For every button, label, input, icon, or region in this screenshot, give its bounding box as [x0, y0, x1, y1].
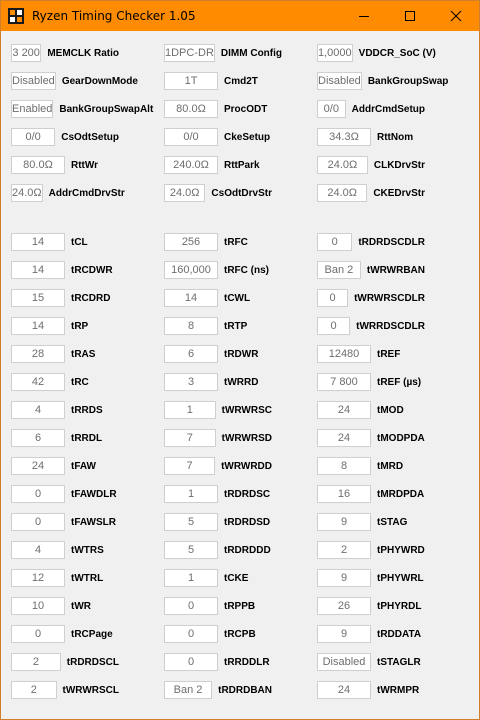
timing-value[interactable]: 0 — [11, 625, 65, 643]
timing-value[interactable]: 160,000 — [164, 261, 218, 279]
setting-field — [164, 100, 272, 118]
timing-field — [11, 373, 119, 391]
timing-value[interactable]: 24 — [11, 457, 65, 475]
timing-field — [11, 653, 119, 671]
close-button[interactable] — [433, 1, 479, 31]
timing-label: tWRMPR — [377, 684, 420, 696]
timing-value[interactable]: 14 — [11, 317, 65, 335]
timing-value[interactable]: 2 — [11, 681, 57, 699]
minimize-button[interactable] — [341, 1, 387, 31]
timing-value[interactable]: 42 — [11, 373, 65, 391]
timing-field — [164, 373, 272, 391]
setting-label: DIMM Config — [220, 47, 282, 59]
setting-label: CsOdtDrvStr — [211, 187, 272, 199]
setting-field — [317, 156, 425, 174]
setting-label: CkeSetup — [224, 131, 271, 143]
timing-field — [164, 345, 272, 363]
setting-field — [164, 128, 272, 146]
timing-label: tPHYWRD — [377, 544, 425, 556]
timing-field — [164, 681, 272, 699]
setting-field — [317, 72, 449, 90]
setting-label: RttWr — [71, 159, 99, 171]
setting-label: RttNom — [377, 131, 414, 143]
timing-field — [11, 289, 119, 307]
timing-value[interactable]: 0 — [164, 653, 218, 671]
setting-value[interactable]: 0/0 — [317, 100, 346, 118]
timing-field — [11, 457, 119, 475]
timing-value[interactable]: 12 — [11, 569, 65, 587]
timing-label: tWR — [71, 600, 91, 612]
timing-field — [164, 317, 272, 335]
setting-value[interactable]: 24.0Ω — [317, 184, 367, 202]
setting-value[interactable]: 0/0 — [164, 128, 218, 146]
setting-field — [11, 100, 154, 118]
timing-field — [317, 233, 425, 251]
timing-label: tWRWRDD — [221, 460, 272, 472]
setting-value[interactable]: 1T — [164, 72, 218, 90]
timing-value[interactable]: 14 — [11, 233, 65, 251]
setting-label: GearDownMode — [61, 75, 138, 87]
title-bar[interactable] — [1, 1, 479, 31]
timing-value[interactable]: 4 — [11, 401, 65, 419]
timing-field — [11, 681, 119, 699]
timing-label: tRDRDDD — [224, 544, 271, 556]
timing-label: tMODPDA — [377, 432, 425, 444]
timing-value[interactable]: 9 — [317, 513, 371, 531]
timing-field — [164, 625, 272, 643]
timing-value[interactable]: 24 — [317, 681, 371, 699]
timing-value[interactable]: 6 — [11, 429, 65, 447]
setting-label: CKEDrvStr — [373, 187, 425, 199]
timing-field — [11, 569, 119, 587]
timing-value[interactable]: 7 — [164, 429, 216, 447]
timing-field — [164, 289, 272, 307]
timing-label: tRRDS — [71, 404, 103, 416]
setting-value[interactable]: 34.3Ω — [317, 128, 371, 146]
app-logo-icon — [8, 8, 24, 24]
timing-label: tRCDWR — [71, 264, 113, 276]
setting-value[interactable]: Disabled — [317, 72, 362, 90]
setting-field — [11, 72, 138, 90]
timing-field — [317, 429, 425, 447]
timing-field — [164, 261, 272, 279]
timing-label: tWTRL — [71, 572, 104, 584]
timing-value[interactable]: 5 — [164, 541, 218, 559]
timing-field — [317, 317, 425, 335]
timing-field — [317, 625, 425, 643]
timing-label: tPHYRDL — [377, 600, 422, 612]
timing-label: tSTAGLR — [377, 656, 421, 668]
main-panel — [1, 31, 479, 719]
timing-label: tRDRDSD — [224, 516, 271, 528]
timing-value[interactable]: 8 — [317, 457, 371, 475]
setting-label: CsOdtSetup — [61, 131, 119, 143]
timing-label: tREF — [377, 348, 401, 360]
timing-value[interactable]: 5 — [164, 513, 218, 531]
timing-label: tREF (µs) — [377, 376, 422, 388]
timing-label: tRPPB — [224, 600, 256, 612]
setting-value[interactable]: 24.0Ω — [317, 156, 368, 174]
timing-field — [317, 373, 425, 391]
timing-label: tRCPage — [71, 628, 113, 640]
timing-value[interactable]: 12480 — [317, 345, 371, 363]
timing-field — [11, 233, 119, 251]
timing-field — [317, 653, 425, 671]
timing-value[interactable]: 0 — [164, 625, 218, 643]
timing-label: tSTAG — [377, 516, 408, 528]
setting-value[interactable]: 24.0Ω — [11, 184, 43, 202]
timing-value[interactable]: 1 — [164, 485, 218, 503]
timing-field — [11, 429, 119, 447]
timing-field — [317, 681, 425, 699]
timing-field — [164, 457, 272, 475]
timing-label: tRAS — [71, 348, 96, 360]
timing-value[interactable]: 6 — [164, 345, 218, 363]
timing-value[interactable]: 1 — [164, 401, 216, 419]
setting-value[interactable]: Enabled — [11, 100, 53, 118]
setting-value[interactable]: 0/0 — [11, 128, 55, 146]
setting-value[interactable]: 80.0Ω — [164, 100, 218, 118]
setting-label: VDDCR_SoC (V) — [358, 47, 436, 59]
timing-label: tWRWRBAN — [366, 264, 425, 276]
timing-value[interactable]: 0 — [11, 513, 65, 531]
setting-value[interactable]: Disabled — [11, 72, 56, 90]
timing-label: tFAWDLR — [71, 488, 117, 500]
timing-value[interactable]: 9 — [317, 569, 371, 587]
timing-field — [11, 625, 119, 643]
timing-label: tFAWSLR — [71, 516, 116, 528]
setting-field — [317, 100, 425, 118]
setting-label: AddrCmdSetup — [351, 103, 425, 115]
timing-field — [11, 541, 119, 559]
timing-field — [164, 429, 272, 447]
timing-field — [317, 541, 425, 559]
setting-label: AddrCmdDrvStr — [48, 187, 125, 199]
setting-field — [164, 184, 272, 202]
timing-field — [317, 569, 425, 587]
maximize-icon — [404, 10, 416, 22]
timing-value[interactable]: 0 — [11, 485, 65, 503]
setting-field — [164, 44, 282, 62]
timing-value[interactable]: 7 800 — [317, 373, 371, 391]
timing-label: tWRWRSCL — [62, 684, 119, 696]
timing-label: tFAW — [71, 460, 96, 472]
setting-field — [11, 44, 119, 62]
timing-label: tWRWRSC — [221, 404, 272, 416]
setting-field — [164, 72, 272, 90]
timing-label: tMRDPDA — [377, 488, 425, 500]
timing-field — [164, 513, 272, 531]
setting-value[interactable]: 24.0Ω — [164, 184, 205, 202]
timing-label: tRCDRD — [71, 292, 111, 304]
setting-label: ProcODT — [224, 103, 268, 115]
timing-label: tRFC — [224, 236, 248, 248]
timing-label: tRTP — [224, 320, 248, 332]
timing-label: tWTRS — [71, 544, 104, 556]
timing-label: tRDRDSCDLR — [358, 236, 425, 248]
timing-field — [164, 401, 272, 419]
setting-value[interactable]: 1DPC-DR — [164, 44, 215, 62]
timing-value[interactable]: 0 — [164, 597, 218, 615]
timing-value[interactable]: 24 — [317, 429, 371, 447]
timing-value[interactable]: 28 — [11, 345, 65, 363]
setting-field — [11, 128, 119, 146]
setting-label: MEMCLK Ratio — [47, 47, 119, 59]
timing-value[interactable]: Disabled — [317, 653, 371, 671]
timing-label: tRC — [71, 376, 89, 388]
timing-label: tWRRDSCDLR — [356, 320, 425, 332]
timing-label: tRFC (ns) — [224, 264, 269, 276]
timing-label: tRP — [71, 320, 89, 332]
timing-value[interactable]: 256 — [164, 233, 218, 251]
timing-label: tMOD — [377, 404, 404, 416]
timing-field — [11, 401, 119, 419]
close-icon — [450, 10, 462, 22]
timing-field — [164, 541, 272, 559]
timing-value[interactable]: Ban 2 — [164, 681, 212, 699]
timing-value[interactable]: 7 — [164, 457, 215, 475]
timing-label: tRRDDLR — [224, 656, 270, 668]
setting-field — [317, 128, 425, 146]
timing-field — [317, 597, 425, 615]
timing-label: tRDWR — [224, 348, 259, 360]
timing-label: tRDRDSCL — [66, 656, 119, 668]
timing-label: tPHYWRL — [377, 572, 424, 584]
setting-field — [11, 184, 125, 202]
timing-field — [164, 233, 272, 251]
timing-label: tMRD — [377, 460, 404, 472]
timing-field — [11, 597, 119, 615]
timing-value[interactable]: 1 — [164, 569, 218, 587]
setting-value[interactable]: 240.0Ω — [164, 156, 218, 174]
setting-value[interactable]: 80.0Ω — [11, 156, 65, 174]
timing-value[interactable]: 9 — [317, 625, 371, 643]
setting-label: Cmd2T — [224, 75, 258, 87]
setting-field — [11, 156, 119, 174]
timing-value[interactable]: 3 — [164, 373, 218, 391]
timing-field — [11, 261, 119, 279]
timing-value[interactable]: 16 — [317, 485, 371, 503]
setting-label: CLKDrvStr — [373, 159, 425, 171]
timing-field — [164, 485, 272, 503]
timing-field — [11, 485, 119, 503]
setting-field — [317, 184, 425, 202]
window-title: Ryzen Timing Checker 1.05 — [32, 9, 196, 23]
timing-label: tCL — [71, 236, 88, 248]
timing-field — [164, 597, 272, 615]
timing-field — [11, 317, 119, 335]
timing-value[interactable]: 15 — [11, 289, 65, 307]
timing-value[interactable]: 8 — [164, 317, 218, 335]
timing-label: tRCPB — [224, 628, 256, 640]
timing-field — [164, 653, 272, 671]
timing-field — [164, 569, 272, 587]
timing-field — [317, 345, 425, 363]
timing-value[interactable]: 10 — [11, 597, 65, 615]
timing-value[interactable]: 14 — [164, 289, 218, 307]
setting-label: RttPark — [224, 159, 260, 171]
minimize-icon — [358, 10, 370, 22]
maximize-button[interactable] — [387, 1, 433, 31]
setting-value[interactable]: 3 200 — [11, 44, 41, 62]
timing-value[interactable]: 2 — [317, 541, 371, 559]
timing-value[interactable]: 0 — [317, 289, 348, 307]
timing-field — [317, 485, 425, 503]
timing-value[interactable]: 26 — [317, 597, 371, 615]
timing-label: tRRDL — [71, 432, 103, 444]
timing-label: tRDRDBAN — [218, 684, 272, 696]
timing-field — [317, 289, 425, 307]
timing-label: tWRWRSCDLR — [354, 292, 425, 304]
timing-label: tRDRDSC — [224, 488, 271, 500]
timing-label: tWRRD — [224, 376, 259, 388]
setting-label: BankGroupSwapAlt — [59, 103, 154, 115]
setting-field — [164, 156, 272, 174]
timing-field — [317, 261, 425, 279]
timing-value[interactable]: 0 — [317, 233, 352, 251]
timing-value[interactable]: 24 — [317, 401, 371, 419]
setting-label: BankGroupSwap — [367, 75, 449, 87]
timing-label: tWRWRSD — [221, 432, 272, 444]
timing-label: tCWL — [224, 292, 251, 304]
timing-field — [11, 345, 119, 363]
setting-value[interactable]: 1,0000 — [317, 44, 353, 62]
timing-field — [317, 457, 425, 475]
timing-value[interactable]: Ban 2 — [317, 261, 361, 279]
timing-value[interactable]: 4 — [11, 541, 65, 559]
timing-value[interactable]: 2 — [11, 653, 61, 671]
timing-field — [317, 401, 425, 419]
timing-field — [11, 513, 119, 531]
timing-label: tCKE — [224, 572, 249, 584]
timing-value[interactable]: 0 — [317, 317, 350, 335]
timing-value[interactable]: 14 — [11, 261, 65, 279]
timing-field — [317, 513, 425, 531]
timing-label: tRDDATA — [377, 628, 422, 640]
setting-field — [317, 44, 436, 62]
